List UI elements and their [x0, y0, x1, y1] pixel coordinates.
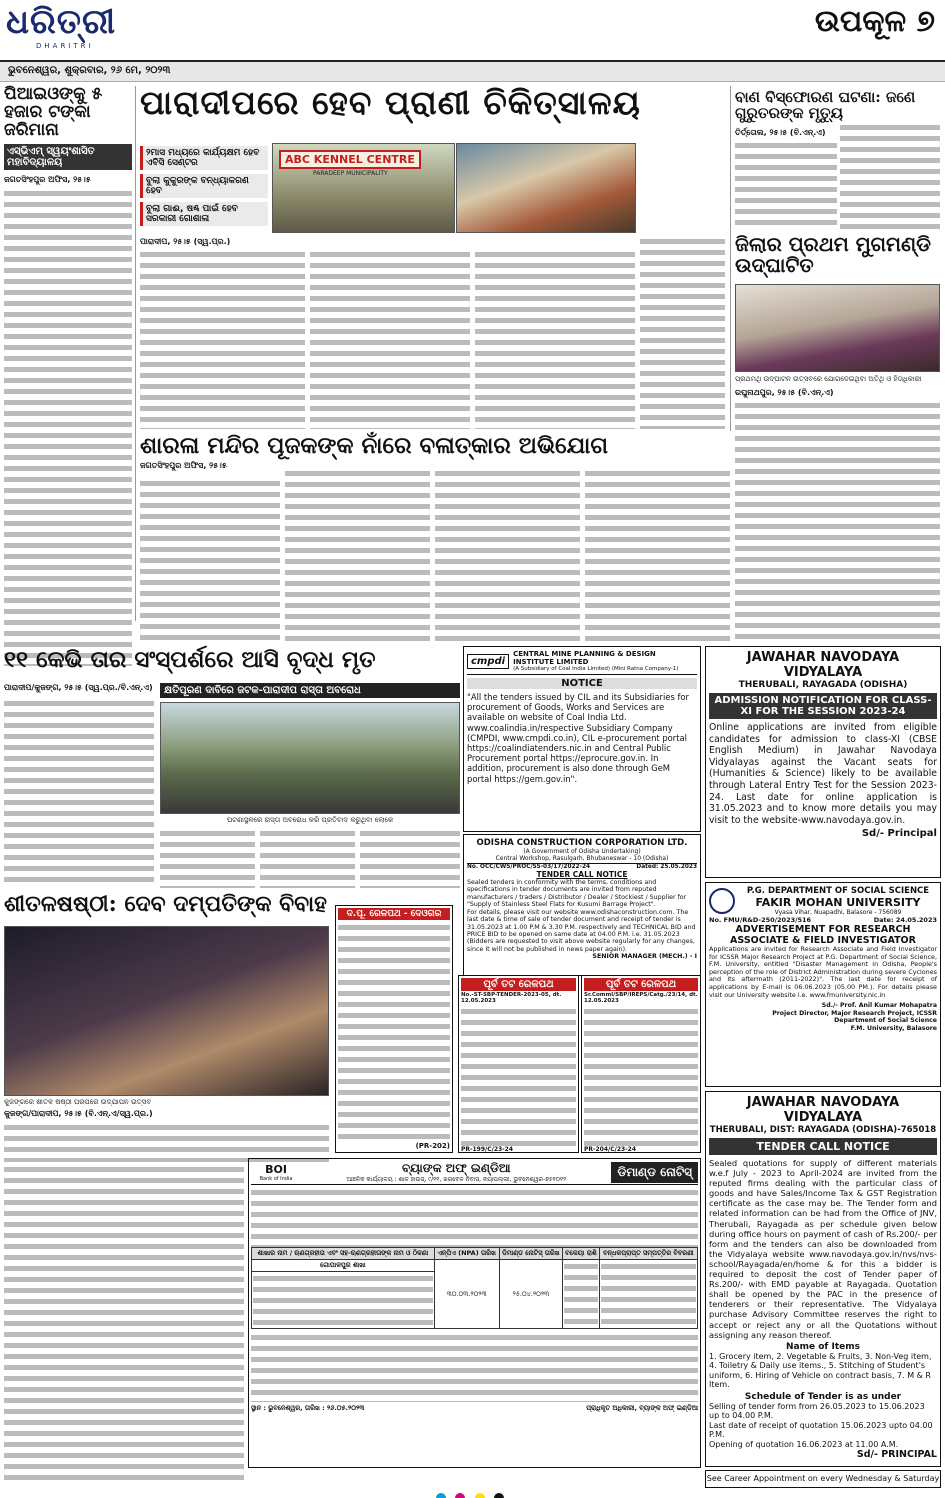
- fmu-sign1: Sd./- Prof. Anil Kumar Mohapatra: [821, 1002, 937, 1010]
- cmpdi-body: "All the tenders issued by CIL and its Subsidiaries for procurement of Goods, Works and Services are available on website of Coal India Ltd. www.coalindia.in/respective Subsidiary Company (CMPDI, www.cmpdi.co.in), CIL e-procurement portal https://coalindiatenders.nic.in and Central Public Procurement portal https://eprocure.gov.in. In addition, procurement is also done through GeM portal https://gem.gov.in".: [467, 692, 689, 784]
- fmu-sign2: Project Director, Major Research Project, ICSSR: [772, 1009, 937, 1017]
- magenta-dot-icon: [455, 1493, 465, 1498]
- rly1-title: ଦ.ପୂ. ରେଳପଥ - ଦେଓଗର: [338, 908, 450, 920]
- boi-intro: [251, 1187, 698, 1247]
- fmu-sign3: Department of Social Science: [834, 1017, 937, 1025]
- kennel-photo: [272, 143, 455, 233]
- occ-sub: (A Government of Odisha Undertaking): [523, 848, 641, 855]
- occ-dated: Dated: 25.05.2023: [636, 864, 697, 870]
- rly2-ref: No.-ST-SBP-TENDER-2023-05, dt. 12.05.2023: [461, 992, 562, 1004]
- boi-col: ଶାଖାର ନାମ / ଋଣଗ୍ରହୀତା ଏବଂ ସହ-ଋଣଗ୍ରହୀତାଙ୍କ ନାମ ଓ ଠିକଣା: [252, 1248, 435, 1260]
- story5-col1: [140, 478, 280, 643]
- story2-bullet: ବୁଲା କୁକୁରଙ୍କ ବନ୍ଧ୍ୟାକରଣ ହେବ: [140, 174, 268, 198]
- cmpdi-notice: NOTICE: [467, 678, 697, 689]
- boi-office: ଆଞ୍ଚଳିକ କାର୍ଯ୍ୟାଳୟ : ଶାଳ ହାଉସ୍, ୯/୧୧, ଖରବେଳ ନିବାସ, ନୟାପଲ୍ଲୀ, ଭୁବନେଶ୍ୱର-୭୫୧୦୧୨: [346, 1176, 567, 1183]
- story2-bullets: [140, 146, 268, 226]
- occ-title: TENDER CALL NOTICE: [536, 870, 628, 879]
- officials-photo: [456, 143, 636, 233]
- story7-caption: କୁଜଙ୍ଗରେ ଶୀତଳ ଷଷ୍ଠୀ ପରପରେ ଉଦ୍‌ଯାପନ ଉତ୍ସବ: [4, 1098, 152, 1106]
- jnv2-sign: Sd/- PRINCIPAL: [856, 1449, 937, 1461]
- story5-col2: [285, 468, 430, 643]
- fmu-addr: Vyasa Vihar, Nuapadhi, Balasore - 756089: [774, 909, 902, 916]
- boi-bank: ବ୍ୟାଙ୍କ ଅଫ୍ ଇଣ୍ଡିଆ: [401, 1161, 511, 1175]
- jnv1-bar: ADMISSION NOTIFICATION FOR CLASS-XI FOR THE SESSION 2023-24: [709, 693, 937, 719]
- masthead-logo: [6, 2, 156, 54]
- story2-col4: [640, 236, 725, 429]
- rly3-code: PR-204/C/23-24: [584, 1146, 637, 1153]
- festival-photo: [4, 926, 329, 1096]
- boi-branch: ଗୋପାଳପୁର ଶାଖା: [252, 1260, 435, 1272]
- ad-occ: [463, 834, 701, 976]
- occ-body: Sealed tenders in conformity with the terms, conditions and specifications in tender documents are invited from reputed manufacturers / traders / Distributor / Dealer / Stockiest / Supplier for "Supply of Stainless Steel Flats for Kusumi Barrage Project".: [467, 879, 687, 908]
- story6-caption: ଘଟଣାସ୍ଥଳରେ ରାସ୍ତା ଅବରୋଧ କରି ପ୍ରତିବାଦ କରୁଥିବା ଲୋକେ: [226, 816, 394, 824]
- jnv1-sub: THERUBALI, RAYAGADA (ODISHA): [738, 680, 908, 690]
- kennel-sign-sub: PARADEEP MUNICIPALITY: [313, 170, 388, 177]
- roadblock-photo: [160, 702, 460, 814]
- jnv2-sched-title: Schedule of Tender is as under: [744, 1391, 902, 1402]
- story2-headline: ପାରାଦୀପରେ ହେବ ପ୍ରାଣୀ ଚିକିତ୍ସାଳୟ: [140, 83, 641, 122]
- boi-col: ଏନ୍‌ପିଏ (NPA) ତାରିଖ: [434, 1248, 499, 1260]
- occ-company: ODISHA CONSTRUCTION CORPORATION LTD.: [476, 838, 688, 848]
- ad-boi: [248, 1158, 701, 1468]
- story-mugmandi: [735, 234, 940, 276]
- dateline-bar: [0, 60, 945, 82]
- story3-col1: [735, 140, 837, 230]
- black-dot-icon: [494, 1493, 504, 1498]
- dateline-text: ଭୁବନେଶ୍ୱର, ଶୁକ୍ରବାର, ୨୬ ମେ, ୨୦୨୩: [8, 65, 171, 76]
- boi-notice-date: ୨୫.୦୪.୨୦୨୩: [499, 1260, 563, 1329]
- jnv2-sched1: Selling of tender form from 26.05.2023 to 15.06.2023 up to 04.00 P.M.: [709, 1401, 925, 1421]
- story-pio-fine: [4, 86, 132, 666]
- story6-headline: ୧୧ କେଭି ତାର ସଂସ୍ପର୍ଶରେ ଆସି ବୃଦ୍ଧ ମୃତ: [4, 646, 376, 673]
- jnv2-sched3: Opening of quotation 16.06.2023 at 11.00 A.M.: [709, 1439, 899, 1449]
- occ-address: Central Workshop, Rasulgarh, Bhubaneswar - 10 (Odisha): [495, 855, 669, 862]
- kennel-sign: ABC KENNEL CENTRE: [279, 150, 421, 169]
- story4-body: [735, 400, 940, 640]
- jnv2-sched2: Last date of receipt of quotation 15.06.2023 upto 04.00 P.M.: [709, 1420, 933, 1440]
- ad-jnv-admission: [705, 646, 941, 878]
- story4-caption: ପ୍ରଥମଥି ଉଦ୍‌ଘାଟନ ଉତ୍ସବରେ ଯୋଗଦେଇଥିବା ଅତିଥି ଓ ହିତାଧିକାରୀ: [735, 375, 922, 383]
- rly3-title: ପୂର୍ବ ତଟ ରେଳପଥ: [584, 978, 698, 991]
- rly1-code: (PR-202): [415, 1142, 450, 1150]
- story4-dateline: ରଘୁନାଥପୁର, ୨୫।୫ (ବି.ଏନ୍.ଏ): [735, 388, 834, 397]
- logo-text: ଧରିତ୍ରୀ: [6, 2, 117, 42]
- story6-col4: [360, 828, 460, 888]
- story2-bullet: ୨ମାସ ମଧ୍ୟରେ କାର୍ଯ୍ୟକ୍ଷମ ହେବ ଏବିସି ସେଣ୍ଟର: [140, 146, 268, 170]
- jnv1-body: Online applications are invited from eligible candidates for admission to class-XI (CBSE English Medium) in Jawahar Navodaya Vidyalayas against the Vacant seats for (Humanities & Science) likely to be available through Lateral Entry Test for the Session 2023-24. Last date for online application is 31.05.2023 and to know more details you may visit to the website-www.navodaya.gov.in.: [709, 722, 937, 826]
- story7-body-b: [4, 1164, 244, 1484]
- story2-col3: [475, 249, 635, 429]
- story5-col4: [585, 468, 730, 643]
- story7-body-a: [4, 1122, 329, 1162]
- cmpdi-company: CENTRAL MINE PLANNING & DESIGN INSTITUTE LIMITED: [513, 650, 656, 666]
- ad-ecor-2: [581, 975, 701, 1153]
- story1-headline: ପିଆଇଓଙ୍କୁ ୫ ହଜାର ଟଙ୍କା ଜରିମାନା: [4, 84, 103, 140]
- jnv2-items: 1. Grocery item, 2. Vegetable & Fruits, 3. Non-Veg item, 4. Toiletry & Daily use items., 5. Stitching of Student's uniform, 6. Hiring of Vehicle on contract basis, 7. M & R Item.: [709, 1351, 932, 1390]
- story7-headline: ଶୀତଳଷଷ୍ଠୀ: ଦେବ ଦମ୍ପତିଙ୍କ ବିବାହ: [4, 891, 327, 917]
- rly2-code: PR-199/C/23-24: [461, 1146, 514, 1153]
- ad-ecor-1: [458, 975, 579, 1153]
- ad-jnv-tender: [705, 1091, 941, 1467]
- boi-bank-en: Bank of India: [259, 1176, 293, 1182]
- boi-col: ଡିମାଣ୍ଡ ନୋଟିସ୍ ତାରିଖ: [499, 1248, 563, 1260]
- cmpdi-sub: (A Subsidiary of Coal India Limited) (Mini Ratna Company-1): [513, 666, 679, 672]
- story7-dateline: କୁଜଙ୍ଗ/ପାରାଦୀପ, ୨୫।୫ (ବି.ଏନ୍.ଏ/ସ୍ୱ.ପ୍ର.): [4, 1109, 153, 1118]
- fmu-title: ADVERTISEMENT FOR RESEARCH ASSOCIATE & FIELD INVESTIGATOR: [730, 924, 916, 946]
- rly2-body: [461, 1006, 576, 1146]
- boi-npa: ୩୦.୦୩.୨୦୨୩: [434, 1260, 499, 1329]
- boi-terms: [251, 1332, 698, 1402]
- story6-dateline: ପାରାଦୀପ/କୁଜଙ୍ଗ, ୨୫।୫ (ସ୍ୱ.ପ୍ର./ବି.ଏନ୍.ଏ): [4, 683, 153, 692]
- occ-body2: For details, please visit our website www.odishaconstruction.com. The last date & time of sale of tender document and receipt of tender is 31.05.2023 at 1.00 P.M & 3.30 P.M. respectively and TECHNICAL BID and PRICE BID to be opened on same date at 04.00 P.M. i.e. 31.05.2023 (Bidders are requested to visit above website regularly for any changes, since it will not be published in news paper again).: [467, 909, 696, 953]
- boi-col: ବନ୍ଧକପ୍ରାପ୍ତ ସମ୍ପତ୍ତିର ବିବରଣୀ: [599, 1248, 697, 1260]
- occ-ref: No. OCC/CWS/PROC/SS-03/17/2022-24: [467, 864, 591, 870]
- story3-col2: [840, 122, 940, 230]
- boi-col: ବକେୟା ରାଶି: [563, 1248, 599, 1260]
- ad-fmu: [705, 882, 941, 1087]
- yellow-dot-icon: [475, 1493, 485, 1498]
- print-registration: [150, 1488, 790, 1498]
- story5-col3: [435, 468, 580, 643]
- boi-logo: BOI: [265, 1163, 287, 1176]
- occ-sign: SENIOR MANAGER (MECH.) - I: [592, 952, 697, 960]
- career-footer: See Career Appointment on every Wednesday & Saturday: [705, 1470, 941, 1488]
- rly2-title: ପୂର୍ବ ତଟ ରେଳପଥ: [461, 978, 576, 991]
- fmu-seal-icon: [709, 888, 735, 914]
- story3-headline: ବାଣ ବିସ୍ଫୋରଣ ଘଟଣା: ଜଣେ ଗୁରୁତରଙ୍କ ମୃତ୍ୟୁ: [735, 88, 916, 122]
- fmu-dept: P.G. DEPARTMENT OF SOCIAL SCIENCE: [746, 886, 930, 896]
- story1-dateline: ଜଗତସିଂହପୁର ଅଫିସ, ୨୫।୫: [4, 174, 91, 184]
- ad-rly-serail: [335, 905, 453, 1153]
- story6-col2: [160, 828, 255, 888]
- fmu-date: Date: 24.05.2023: [873, 916, 937, 924]
- boi-demand: ଡିମାଣ୍ଡ ନୋଟିସ୍: [611, 1162, 698, 1183]
- story2-col2: [310, 249, 470, 429]
- jnv1-sign: Sd/- Principal: [861, 828, 937, 840]
- mugmandi-photo: [735, 284, 940, 372]
- story2-dateline: ପାରାଦୀପ, ୨୫।୫ (ସ୍ୱ.ପ୍ର.): [140, 237, 231, 246]
- rly3-ref: Sr.Comml/SBP/IREPS/Catg./23/14, dt. 12.05.2023: [584, 992, 698, 1004]
- fmu-body: Applications are invited for Research Associate and Field Investigator for ICSSR Major Research Project at P.G. Department of Social Science, F.M. University, entitled "Disaster Management in Odisha, People's perception of the role of District Administration during severe Cyclones and its aftermath (2011-2022)". The last date for receipt of applications by E-mail is 06.06.2023 (05.00 PM.). For details please visit our University website i.e. www.fmuniversity.nic.in: [709, 945, 937, 999]
- jnv2-bar: TENDER CALL NOTICE: [709, 1138, 937, 1155]
- rly3-body: [584, 1006, 698, 1146]
- jnv2-sub: THERUBALI, DIST: RAYAGADA (ODISHA)-765018: [709, 1125, 937, 1135]
- story1-kicker: ଏସ୍‌ଭିଏମ୍ ସ୍ୱୟଂଶାସିତ ମହାବିଦ୍ୟାଳୟ: [4, 144, 132, 170]
- fmu-sign4: F.M. University, Balasore: [850, 1024, 937, 1032]
- ad-cmpdi: [463, 646, 701, 832]
- story1-body: [4, 188, 132, 666]
- jnv2-title: JAWAHAR NAVODAYA VIDYALAYA: [746, 1095, 900, 1125]
- section-title: ଉପକୂଳ ୭: [814, 4, 935, 39]
- cyan-dot-icon: [436, 1493, 446, 1498]
- story4-headline: ଜିଲାର ପ୍ରଥମ ମୁଗମଣ୍ଡି ଉଦ୍‌ଘାଟିତ: [735, 232, 931, 277]
- story2-col1: [140, 249, 305, 429]
- logo-subtext: DHARITRI: [36, 42, 94, 50]
- story-sarala-temple: [140, 434, 730, 471]
- story2-bullet: ବୁଲା ଗାଈ, ଷଣ୍ଢ ପାଇଁ ହେବ ସରକାରୀ ଗୋଶାଳା: [140, 202, 268, 226]
- fmu-ref: No. FMU/R&D-250/2023/516: [709, 916, 812, 924]
- story5-headline: ଶାରଳା ମନ୍ଦିର ପୂଜକଙ୍କ ନାଁରେ ବଳାତ୍କାର ଅଭିଯୋଗ: [140, 432, 609, 459]
- boi-table: [251, 1247, 698, 1329]
- story-paradeep-vet: [140, 83, 725, 122]
- story6-col1: [4, 698, 154, 888]
- story-11kv: [4, 648, 459, 672]
- story5-dateline: ଜଗତସିଂହପୁର ଅଫିସ, ୨୫।୫: [140, 461, 227, 471]
- story6-col3: [260, 828, 355, 888]
- story6-subhead: କ୍ଷତିପୂରଣ ଦାବିରେ ଜଟକ-ପାରାଦୀପ ରାସ୍ତା ଅବରୋଧ: [160, 683, 460, 698]
- boi-place: ସ୍ଥାନ : ଭୁବନେଶ୍ୱର, ତାରିଖ : ୨୬.୦୫.୨୦୨୩: [251, 1404, 365, 1412]
- rly1-body: [338, 922, 450, 1142]
- cmpdi-logo-icon: cmpdi: [467, 654, 509, 669]
- fmu-univ: FAKIR MOHAN UNIVERSITY: [755, 896, 921, 909]
- boi-officer: ପ୍ରାଧିକୃତ ଅଧିକାରୀ, ବ୍ୟାଙ୍କ ଅଫ୍ ଇଣ୍ଡିଆ: [586, 1404, 698, 1412]
- story-sitalasasthi: [4, 893, 329, 916]
- jnv2-body: Sealed quotations for supply of different materials w.e.f July - 2023 to April-2024 are invited from the reputed firms dealing with the particular class of goods and have Sales/Income Tax & GST Registration certificate as the case may be. The Tender form and related information can be had from the Office of JNV, Therubali, Rayagada as per schedule given below during office hours on payment of cash of Rs.200/- per form and the tenders can also be downloaded from the Vidyalaya website www.navodaya.gov.in/nvs/nvs-school/Rayagada/en/home & for this a bidder is required to deposit the cost of Tender paper of Rs.200/- with EMD payable at Rayagada. Quotation shall be opened by the PAC in the presence of tenderers or their representative. The Vidyalaya purchase Advisory Committee reserves the right to accept or reject any or all the Quotations without assigning any reason thereof.: [709, 1158, 937, 1340]
- jnv2-items-title: Name of Items: [786, 1341, 860, 1352]
- jnv1-title: JAWAHAR NAVODAYA VIDYALAYA: [746, 650, 900, 680]
- story3-dateline: ତିର୍ତ୍ତୋଲ, ୨୫।୫ (ବି.ଏନ୍.ଏ): [735, 127, 826, 137]
